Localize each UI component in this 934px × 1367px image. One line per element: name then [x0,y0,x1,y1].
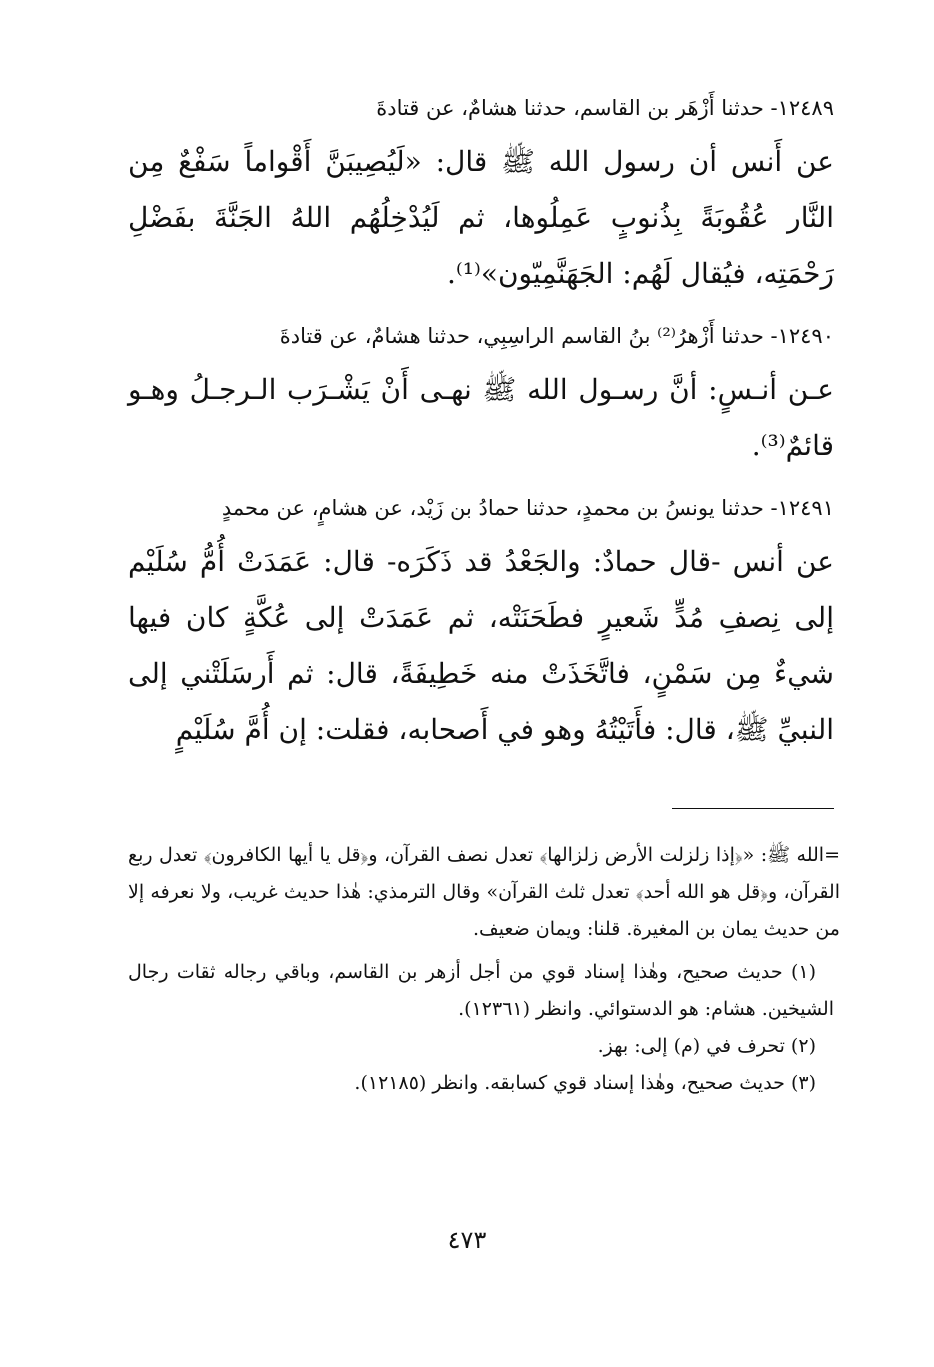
page-number: ٤٧٣ [447,1226,487,1254]
isnad-12489: ١٢٤٨٩- حدثنا أَزْهَر بن القاسم، حدثنا هشامٌ، عن قتادةَ [376,96,834,120]
footnote-3: (٣) حديث صحيح، وهٰذا إسناد قوي كسابقه. وانظر (١٢١٨٥). [354,1072,816,1094]
matn-12489: عن أَنس أن رسول الله ﷺ قال: «لَيُصِيبَنَّ أَقْواماً سَفْعٌ مِن النَّار عُقُوبَةً بِذُنوبٍ عَمِلُوها، ثم لَيُدْخِلُهُم اللهُ الجَنَّةَ بفَضْلِ رَحْمَتِه، فيُقال لَهُم: الجَهَنَّمِيّون»⁽¹⁾. [128,145,834,290]
footnote-2: (٢) تحرف في (م) إلى: بهز. [597,1035,816,1057]
footnote-separator [672,808,834,809]
matn-12490: عـن أنـسٍ: أنَّ رسـول الله ﷺ نهـى أَنْ يَشْـرَب الـرجـلُ وهـو قائمٌ⁽³⁾. [128,373,834,462]
matn-12491: عن أنس -قال حمادٌ: والجَعْدُ قد ذَكَرَه- قال: عَمَدَتْ أُمُّ سُلَيْم إلى نِصفِ مُدٍّ شَعيرٍ فطَحَنَتْه، ثم عَمَدَتْ إلى عُكَّةٍ كان فيها شيءٌ مِن سَمْنٍ، فاتَّخَذَتْ منه خَطِيفَةً، قال: ثم أَرسَلَتْني إلى النبيِّ ﷺ، قال: فأَتَيْتُهُ وهو في أَصحابه، فقلت: إن أُمَّ سُلَيْمٍ [128,545,834,746]
isnad-12491: ١٢٤٩١- حدثنا يونسُ بن محمدٍ، حدثنا حمادُ بن زَيْد، عن هشامٍ، عن محمدٍ [221,496,834,520]
footnote-1: (١) حديث صحيح، وهٰذا إسناد قوي من أجل أزهر بن القاسم، وباقي رجاله ثقات رجال الشيخين. هشام: هو الدستوائي. وانظر (١٢٣٦١). [128,961,834,1020]
isnad-12490: ١٢٤٩٠- حدثنا أَزْهرُ⁽²⁾ بنُ القاسم الراسِبِي، حدثنا هشامٌ، عن قتادةَ [279,324,834,348]
footnote-continuation: =الله ﷺ: «﴿إذا زلزلت الأرض زلزالها﴾ تعدل نصف القرآن، و﴿قل يا أيها الكافرون﴾ تعدل ربع القرآن، و﴿قل هو الله أحد﴾ تعدل ثلث القرآن» وقال الترمذي: هٰذا حديث غريب، ولا نعرفه إلا من حديث يمان بن المغيرة. قلنا: ويمان ضعيف. [128,844,840,940]
footnote-separator-wrap [128,808,834,809]
